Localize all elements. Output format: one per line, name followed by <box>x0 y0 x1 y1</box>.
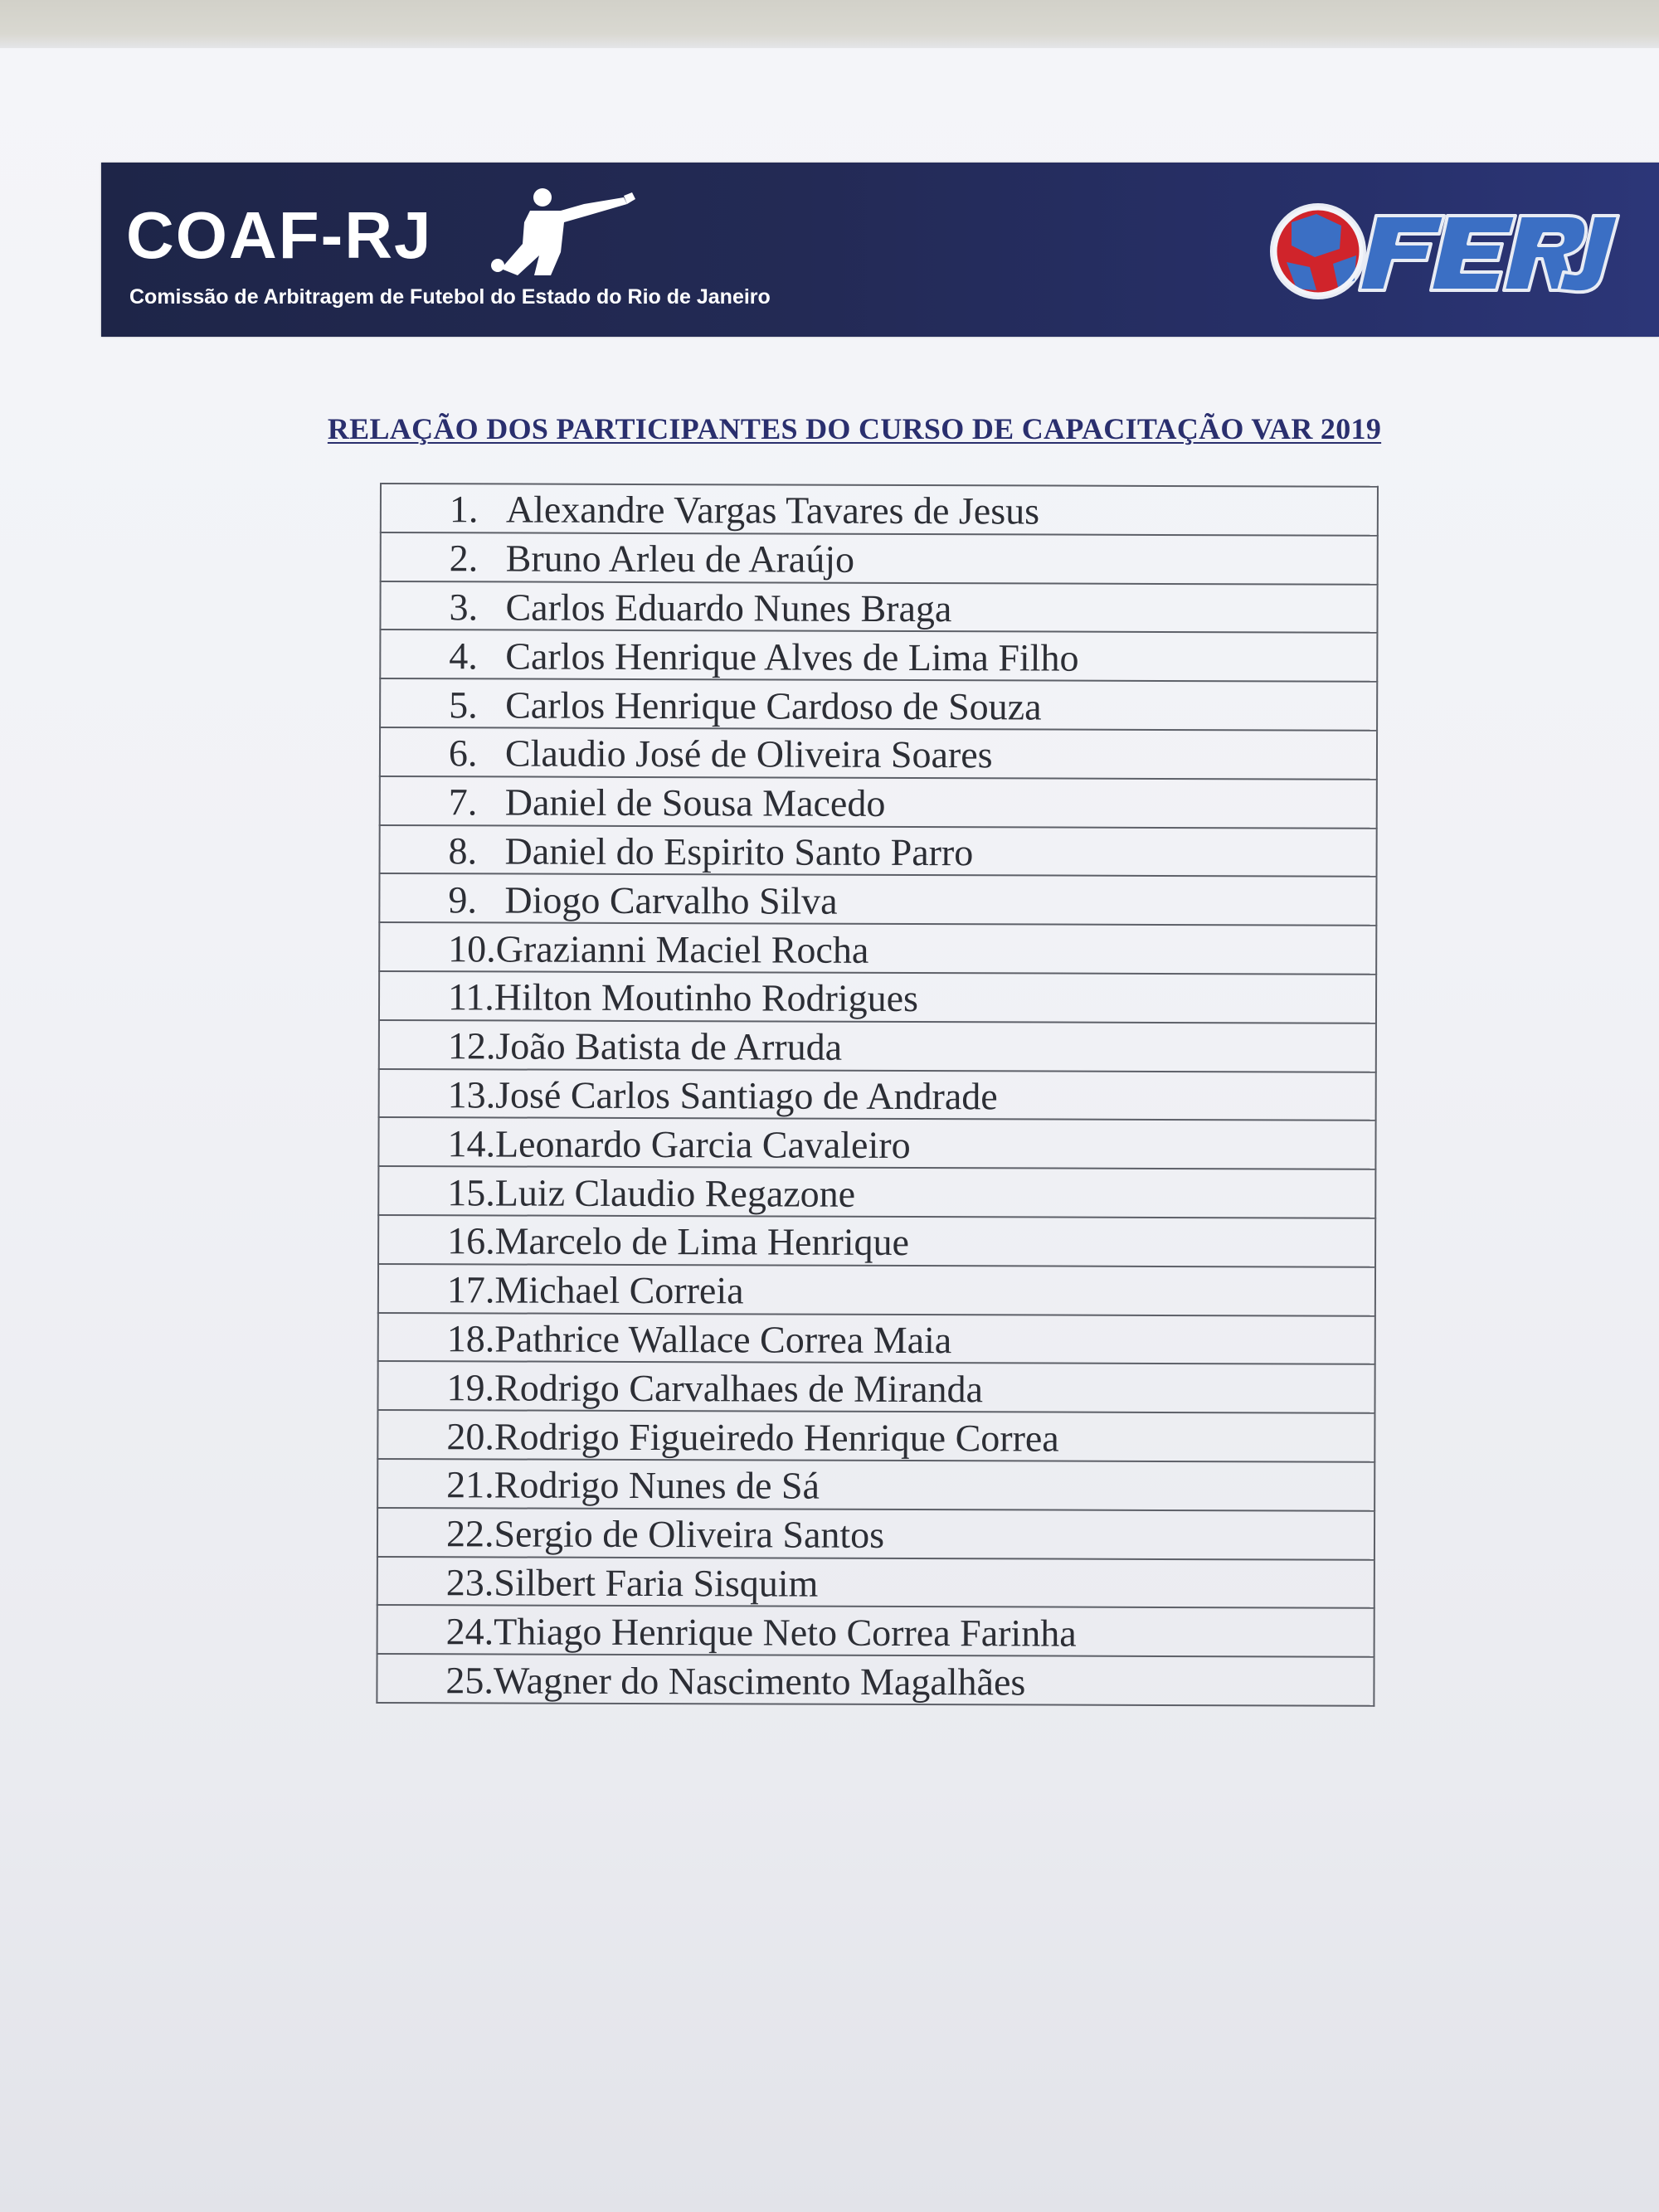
football-icon <box>1270 203 1366 299</box>
participant-name: Luiz Claudio Regazone <box>494 1170 856 1215</box>
participant-number: 3. <box>449 586 479 629</box>
participant-name: Daniel do Espirito Santo Parro <box>504 829 974 874</box>
participant-name: Thiago Henrique Neto Correa Farinha <box>494 1610 1077 1655</box>
table-row <box>378 1117 1375 1169</box>
table-row <box>381 484 1378 536</box>
participant-entry <box>378 1514 1374 1556</box>
participant-cell <box>377 1557 1374 1609</box>
participant-number: 18. <box>446 1317 495 1360</box>
participant-cell <box>377 1361 1374 1413</box>
participant-entry <box>378 1563 1374 1605</box>
participant-number: 11. <box>447 975 494 1018</box>
participant-number: 9. <box>448 878 478 921</box>
participant-number: 19. <box>446 1365 495 1409</box>
participant-name: José Carlos Santiago de Andrade <box>495 1073 998 1118</box>
participant-entry <box>378 1414 1374 1460</box>
participant-cell <box>379 1069 1376 1121</box>
participant-name: Daniel de Sousa Macedo <box>504 780 886 825</box>
table-row <box>377 1654 1374 1706</box>
participant-entry <box>381 734 1376 775</box>
participant-number: 25. <box>445 1658 494 1701</box>
participant-name: Carlos Henrique Cardoso de Souza <box>505 683 1042 728</box>
participant-number: 13. <box>447 1073 496 1116</box>
document-title-text: RELAÇÃO DOS PARTICIPANTES DO CURSO DE CAPACITAÇÃO VAR 2019 <box>327 412 1382 445</box>
participant-number: 15. <box>447 1170 495 1213</box>
participant-name: Grazianni Maciel Rocha <box>495 927 869 971</box>
participant-cell <box>378 1166 1375 1218</box>
participant-cell <box>378 1215 1375 1267</box>
participant-number: 6. <box>448 732 478 775</box>
participant-entry <box>382 490 1377 532</box>
participant-number: 4. <box>449 634 478 678</box>
participant-entry <box>382 539 1377 581</box>
participant-name: Wagner do Nascimento Magalhães <box>493 1658 1026 1703</box>
participant-entry <box>380 1073 1375 1118</box>
participant-cell <box>377 1654 1374 1706</box>
participant-entry <box>381 634 1376 679</box>
background-wall <box>0 0 1659 48</box>
participant-entry <box>379 1170 1374 1215</box>
participant-cell <box>380 581 1377 634</box>
participant-entry <box>379 1219 1374 1264</box>
participant-cell <box>378 1313 1375 1365</box>
table-row <box>377 1508 1374 1560</box>
participant-name: Rodrigo Carvalhaes de Miranda <box>494 1366 984 1411</box>
participant-entry <box>379 1268 1374 1312</box>
table-row <box>379 922 1376 975</box>
participant-name: Rodrigo Nunes de Sá <box>494 1463 820 1507</box>
participant-cell <box>380 825 1377 878</box>
participant-number: 10. <box>448 926 496 970</box>
participant-entry <box>380 975 1375 1020</box>
table-row <box>378 1215 1375 1267</box>
participant-cell <box>379 922 1376 975</box>
participant-name: Marcelo de Lima Henrique <box>494 1219 910 1264</box>
participant-name: Claudio José de Oliveira Soares <box>504 732 993 776</box>
table-row <box>380 776 1377 829</box>
participant-number: 23. <box>445 1561 494 1604</box>
participant-cell <box>379 971 1376 1023</box>
participant-cell <box>380 630 1377 682</box>
participant-number: 24. <box>445 1609 494 1653</box>
participant-entry <box>380 878 1375 922</box>
participant-cell <box>377 1508 1374 1560</box>
table-row <box>377 1557 1374 1609</box>
participant-number: 1. <box>449 488 479 531</box>
participant-number: 17. <box>446 1268 495 1311</box>
participant-name: João Batista de Arruda <box>495 1024 843 1068</box>
participant-entry <box>379 1365 1374 1411</box>
table-row <box>379 873 1376 926</box>
referee-silhouette-icon <box>484 186 642 277</box>
table-row <box>377 1605 1374 1657</box>
ferj-logo <box>1267 197 1623 305</box>
participant-cell <box>381 532 1378 585</box>
table-row <box>380 825 1377 878</box>
participant-cell <box>380 776 1377 829</box>
coaf-rj-logo: COAF-RJ <box>126 198 433 272</box>
participant-name: Silbert Faria Sisquim <box>494 1561 819 1605</box>
table-row <box>380 581 1377 634</box>
table-row <box>380 678 1377 731</box>
participant-cell <box>379 1020 1376 1072</box>
participant-name: Hilton Moutinho Rodrigues <box>494 975 919 1020</box>
participant-number: 20. <box>446 1414 494 1457</box>
table-row <box>379 971 1376 1023</box>
participant-name: Alexandre Vargas Tavares de Jesus <box>505 488 1040 532</box>
participant-entry <box>377 1658 1373 1703</box>
table-row <box>377 1459 1374 1511</box>
table-row <box>377 1410 1374 1462</box>
participant-entry <box>379 1122 1374 1166</box>
participant-number: 16. <box>447 1219 495 1262</box>
participant-entry <box>381 588 1376 630</box>
participant-name: Michael Correia <box>494 1268 744 1312</box>
participant-entry <box>379 1317 1374 1362</box>
participant-cell <box>380 678 1377 731</box>
participant-cell <box>378 1264 1375 1316</box>
participant-name: Carlos Eduardo Nunes Braga <box>505 586 952 630</box>
participant-number: 21. <box>446 1463 494 1506</box>
table-row <box>378 1313 1375 1365</box>
participants-table <box>376 483 1379 1707</box>
participant-entry <box>378 1463 1374 1507</box>
table-row <box>378 1166 1375 1218</box>
participant-cell <box>378 1117 1375 1169</box>
participant-entry <box>378 1609 1374 1655</box>
participant-number: 22. <box>445 1512 494 1555</box>
participant-name: Rodrigo Figueiredo Henrique Correa <box>494 1414 1059 1460</box>
table-row <box>381 532 1378 585</box>
participant-name: Diogo Carvalho Silva <box>504 878 838 922</box>
participant-entry <box>381 829 1376 874</box>
participant-name: Carlos Henrique Alves de Lima Filho <box>505 634 1079 679</box>
participant-cell <box>377 1410 1374 1462</box>
coaf-rj-fullname: Comissão de Arbitragem de Futebol do Estado do Rio de Janeiro <box>129 285 771 309</box>
participant-number: 14. <box>447 1122 496 1165</box>
participant-entry <box>380 1024 1375 1068</box>
participant-number: 7. <box>448 780 478 824</box>
participants-table-body <box>377 484 1378 1706</box>
document-title <box>0 411 1659 446</box>
participant-number: 5. <box>449 683 478 726</box>
participant-entry <box>380 926 1375 971</box>
participant-cell <box>377 1605 1374 1657</box>
participant-number: 2. <box>449 537 479 580</box>
participant-name: Sergio de Oliveira Santos <box>494 1512 885 1557</box>
table-row <box>378 1264 1375 1316</box>
table-row <box>379 1020 1376 1072</box>
table-row <box>380 630 1377 682</box>
table-row <box>377 1361 1374 1413</box>
table-row <box>379 1069 1376 1121</box>
participant-name: Pathrice Wallace Correa Maia <box>494 1317 952 1362</box>
participant-cell <box>377 1459 1374 1511</box>
participant-cell <box>380 727 1377 780</box>
participant-cell <box>379 873 1376 926</box>
participant-entry <box>381 780 1376 825</box>
participant-name: Leonardo Garcia Cavaleiro <box>494 1122 911 1166</box>
participant-cell <box>381 484 1378 536</box>
participant-number: 12. <box>447 1024 496 1067</box>
letterhead-banner <box>101 163 1659 337</box>
table-row <box>380 727 1377 780</box>
participant-entry <box>381 683 1376 728</box>
participant-number: 8. <box>448 829 478 873</box>
participant-name: Bruno Arleu de Araújo <box>505 537 855 581</box>
